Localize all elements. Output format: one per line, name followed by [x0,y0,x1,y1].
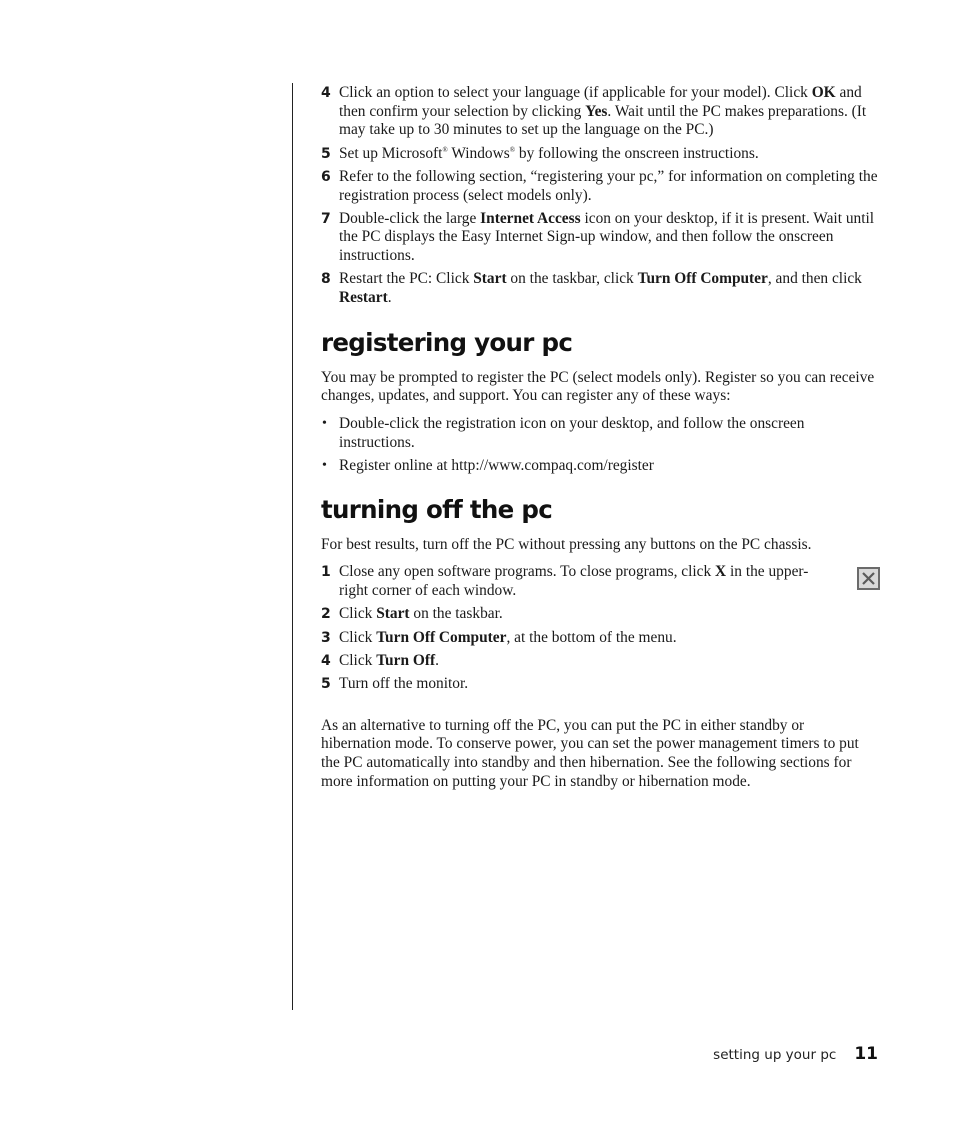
step-item [321,605,834,624]
registering-intro: You may be prompted to register the PC (select models only). Register so you can receive changes, updates, and support. You can register any of these ways: [321,368,875,405]
step-text: . Wait until the PC makes preparations. (It may take up to 30 minutes to set up the language on the PC.) [339,102,867,139]
bullet-text: Register online at http://www.compaq.com/register [339,457,654,475]
heading-turning-off: turning off the pc [321,494,553,524]
step-text: and then confirm your selection by clicking [339,84,862,120]
step-item [321,652,834,671]
bold-term: Yes [585,102,608,120]
step-number: 7 [321,210,331,227]
step-text: Refer to the following section, “registering your pc,” for information on completing the registration process (select models only). [339,167,878,204]
step-text: icon on your desktop, if it is present. Wait until the PC displays the Easy Internet Sign-up window, and then follow the onscreen instructions. [339,209,875,265]
step-item [321,210,878,266]
bold-term: OK [811,84,836,101]
step-number: 4 [321,652,331,669]
step-number: 4 [321,85,331,101]
registered-mark: ® [509,145,516,154]
close-window-x-icon [857,567,880,590]
step-text: Close any open software programs. To close programs, click [339,563,716,581]
step-item [321,270,878,307]
step-item [321,84,878,140]
step-text: , at the bottom of the menu. [506,628,677,646]
registering-bullets [321,415,878,476]
heading-registering: registering your pc [321,327,573,357]
step-number: 5 [321,145,331,162]
step-item [321,563,834,600]
step-item [321,168,878,205]
bullet-text: Double-click the registration icon on your desktop, and follow the onscreen instructions. [339,415,805,451]
page-content [321,84,878,800]
step-text: Restart the PC: Click [339,270,474,288]
bold-term: X [715,563,727,581]
step-item [321,145,878,164]
step-text: Click an option to select your language (if applicable for your model). Click [339,84,812,101]
turn-off-steps-list [321,563,878,693]
step-text: Double-click the large [339,209,481,227]
step-number: 2 [321,606,331,623]
step-number: 8 [321,271,331,288]
margin-rule [292,83,293,1010]
step-text: . [435,651,439,669]
step-number: 6 [321,168,331,185]
footer-section-label: setting up your pc [713,1047,837,1063]
step-text: in the upper-right corner of each window. [339,563,809,600]
step-number: 1 [321,564,331,581]
step-text: Click [339,628,377,646]
bullet-dot: • [322,458,327,474]
step-number: 3 [321,629,331,646]
setup-steps-list [321,84,878,308]
bold-term: Internet Access [480,209,581,227]
footer-page-number: 11 [854,1044,878,1064]
step-text: Click [339,605,377,623]
step-text: Click [339,651,377,669]
step-text: Windows [447,144,510,162]
registered-mark: ® [442,145,448,154]
step-number: 5 [321,675,331,692]
bold-term: Start [473,270,507,288]
bold-term: Restart [339,289,388,307]
turn-off-steps-wrap [321,563,878,693]
step-text: . [387,289,392,307]
list-item [321,457,878,476]
bold-term: Turn Off Computer [376,628,507,646]
page-footer [713,1044,878,1064]
bold-term: Turn Off Computer [637,270,768,288]
alternative-paragraph: As an alternative to turning off the PC, you can put the PC in either standby or hibernation mode. To conserve power, you can set the power management timers to put the PC automatically into standby and then hibernation. See the following sections for more information on putting your PC in standby or hibernation mode. [321,716,859,790]
step-item [321,629,834,648]
step-text: Set up Microsoft [339,144,443,162]
step-item [321,675,834,694]
list-item [321,415,878,452]
step-text: Turn off the monitor. [339,674,469,692]
step-text: on the taskbar. [409,605,503,623]
step-text: on the taskbar, click [506,270,638,288]
step-text: , and then click [767,270,862,288]
step-text: by following the onscreen instructions. [515,144,759,162]
bold-term: Turn Off [376,651,436,669]
bold-term: Start [376,605,410,623]
turning-off-intro: For best results, turn off the PC without pressing any buttons on the PC chassis. [321,535,812,553]
bullet-dot: • [322,416,327,432]
